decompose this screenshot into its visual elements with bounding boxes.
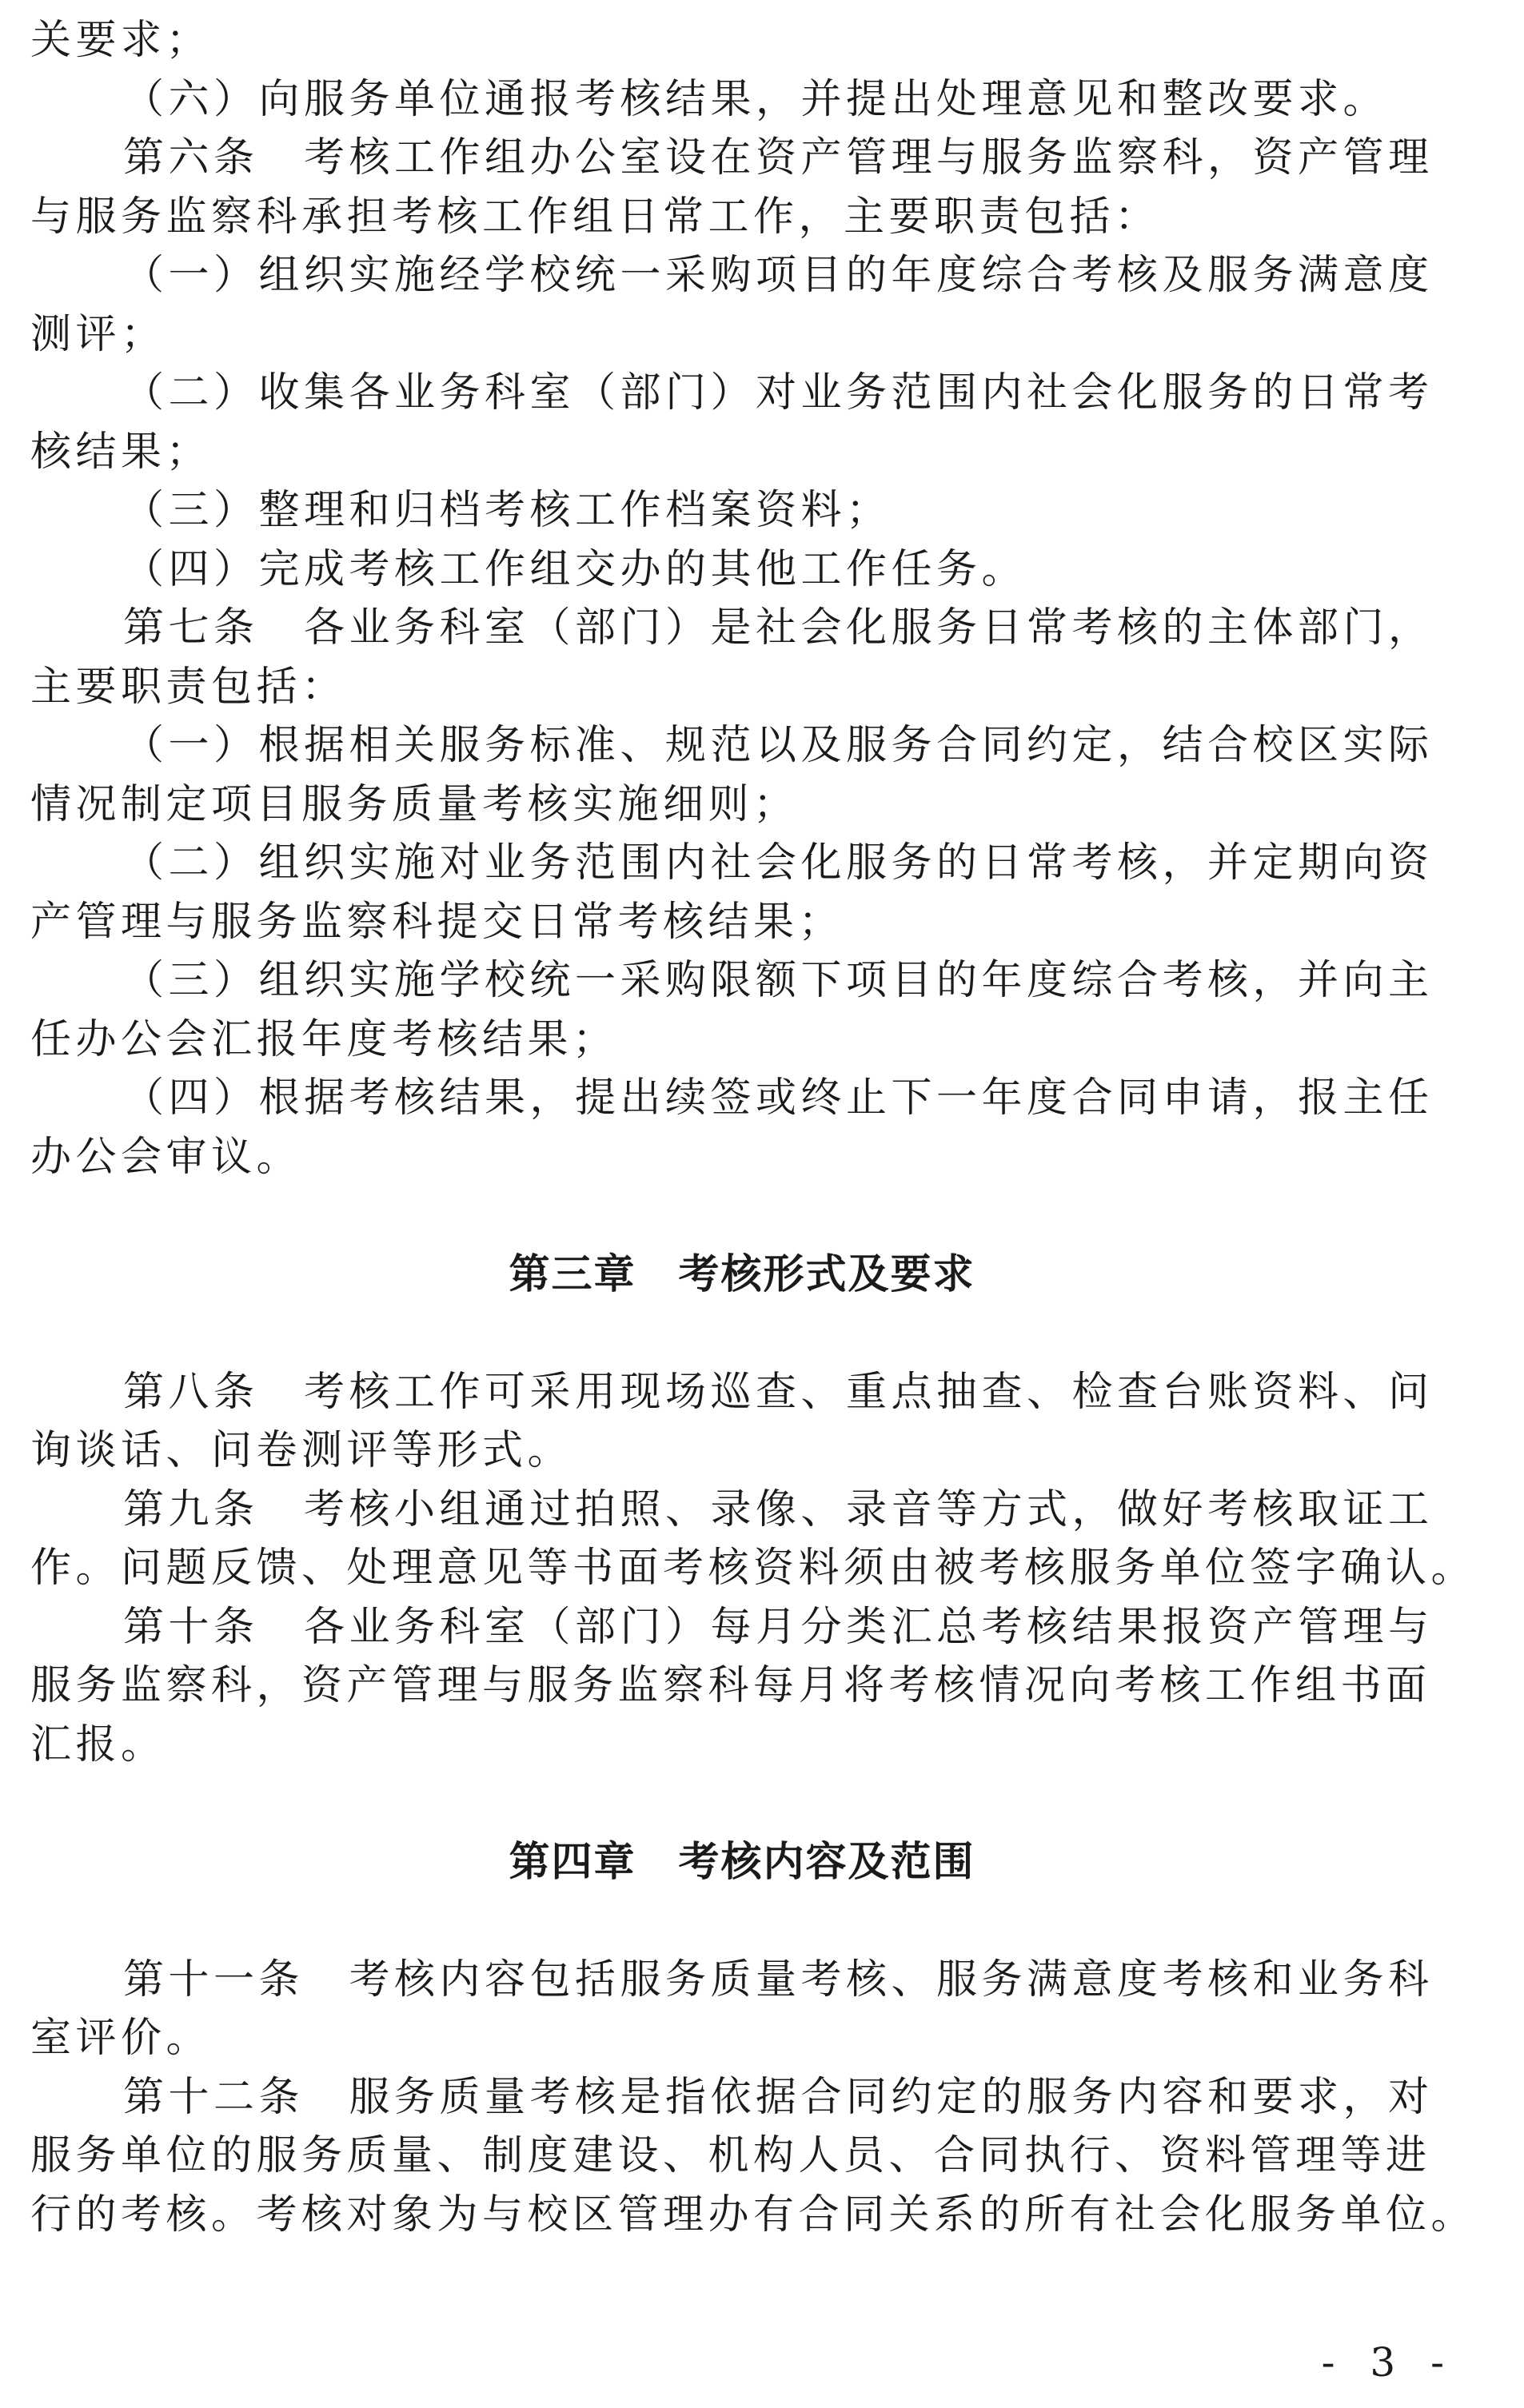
text-line: 测评； <box>30 310 166 358</box>
text-line: （三）组织实施学校统一采购限额下项目的年度综合考核，并向主 <box>123 957 1434 1004</box>
chapter-heading: 第四章 考核内容及范围 <box>509 1838 975 1886</box>
paragraph <box>30 1481 1477 1598</box>
text-line: 第十二条 服务质量考核是指依据合同约定的服务内容和要求，对 <box>123 2073 1434 2121</box>
text-line: 服务单位的服务质量、制度建设、机构人员、合同执行、资料管理等进 <box>30 2132 1431 2179</box>
text-line: （二）收集各业务科室（部门）对业务范围内社会化服务的日常考 <box>123 369 1434 417</box>
paragraph <box>30 1598 1454 1775</box>
paragraph <box>30 834 1454 951</box>
text-line: 第十条 各业务科室（部门）每月分类汇总考核结果报资产管理与 <box>123 1603 1434 1651</box>
paragraph <box>30 716 1454 834</box>
text-line: 主要职责包括： <box>30 663 347 711</box>
text-line: 情况制定项目服务质量考核实施细则； <box>30 780 799 828</box>
text-line: 作。问题反馈、处理意见等书面考核资料须由被考核服务单位签字确认。 <box>30 1545 1477 1592</box>
paragraph <box>30 364 1454 481</box>
text-line: 室评价。 <box>30 2015 212 2062</box>
text-line: 关要求； <box>30 17 212 64</box>
paragraph <box>30 2068 1477 2245</box>
text-line: （三）整理和归档考核工作档案资料； <box>123 487 892 534</box>
text-line: 行的考核。考核对象为与校区管理办有合同关系的所有社会化服务单位。 <box>30 2191 1477 2239</box>
paragraph <box>30 1069 1454 1186</box>
text-line: （六）向服务单位通报考核结果，并提出处理意见和整改要求。 <box>123 75 1389 123</box>
text-line: 第七条 各业务科室（部门）是社会化服务日常考核的主体部门， <box>123 604 1434 652</box>
text-line: （四）完成考核工作组交办的其他工作任务。 <box>123 545 1027 593</box>
chapter-heading: 第三章 考核形式及要求 <box>509 1250 975 1298</box>
text-line: 第九条 考核小组通过拍照、录像、录音等方式，做好考核取证工 <box>123 1485 1434 1533</box>
text-line: 第六条 考核工作组办公室设在资产管理与服务监察科，资产管理 <box>123 134 1434 181</box>
paragraph <box>30 11 1454 70</box>
text-line: 产管理与服务监察科提交日常考核结果； <box>30 898 844 946</box>
page-number: - 3 - <box>1321 2339 1455 2386</box>
document-page <box>30 11 1477 2244</box>
text-line: 第八条 考核工作可采用现场巡查、重点抽查、检查台账资料、问 <box>123 1368 1434 1416</box>
paragraph <box>30 246 1454 364</box>
paragraph <box>30 70 1454 130</box>
paragraph <box>30 1951 1454 2068</box>
paragraph <box>30 1363 1454 1481</box>
text-line: （四）根据考核结果，提出续签或终止下一年度合同申请，报主任 <box>123 1074 1434 1122</box>
paragraph <box>30 951 1454 1069</box>
text-line: （一）组织实施经学校统一采购项目的年度综合考核及服务满意度 <box>123 252 1434 299</box>
text-line: 办公会审议。 <box>30 1133 302 1181</box>
paragraph <box>30 540 1454 600</box>
text-line: 核结果； <box>30 428 212 476</box>
paragraph <box>30 599 1454 716</box>
text-line: （一）根据相关服务标准、规范以及服务合同约定，结合校区实际 <box>123 722 1434 769</box>
text-line: 任办公会汇报年度考核结果； <box>30 1015 618 1063</box>
spacer <box>30 1774 1454 1833</box>
spacer <box>30 1304 1454 1363</box>
paragraph <box>30 129 1454 246</box>
text-line: 第十一条 考核内容包括服务质量考核、服务满意度考核和业务科 <box>123 1956 1434 2003</box>
text-line: 汇报。 <box>30 1720 166 1768</box>
text-line: 服务监察科，资产管理与服务监察科每月将考核情况向考核工作组书面 <box>30 1662 1431 1709</box>
text-line: 询谈话、问卷测评等形式。 <box>30 1427 573 1474</box>
text-line: 与服务监察科承担考核工作组日常工作，主要职责包括： <box>30 193 1160 241</box>
spacer <box>30 1892 1454 1951</box>
paragraph <box>30 481 1454 540</box>
text-line: （二）组织实施对业务范围内社会化服务的日常考核，并定期向资 <box>123 839 1434 887</box>
spacer <box>30 1186 1454 1246</box>
